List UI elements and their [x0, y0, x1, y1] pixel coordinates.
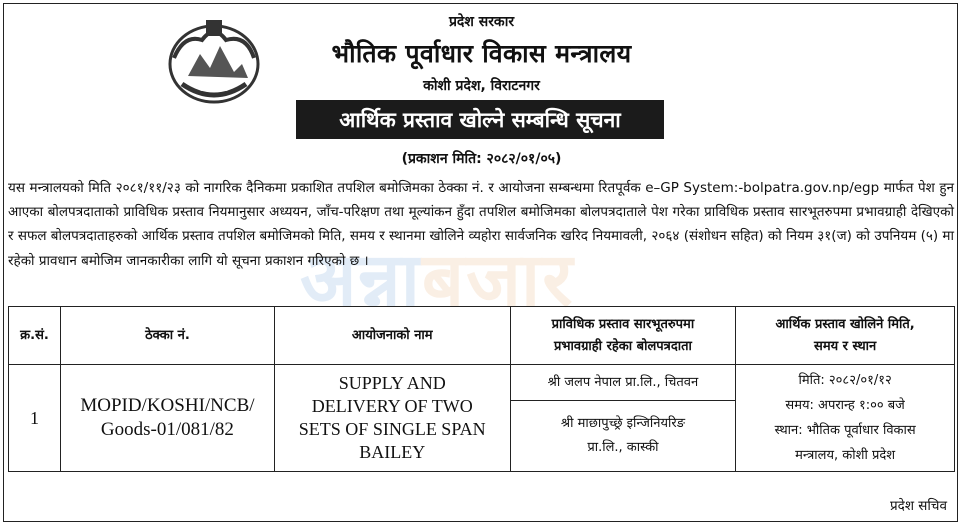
notice-title: आर्थिक प्रस्ताव खोल्ने सम्बन्धि सूचना [296, 100, 664, 139]
opening-place-line1: स्थान: भौतिक पूर्वाधार विकास [774, 423, 916, 438]
header-opening-line1: आर्थिक प्रस्ताव खोलिने मिति, [775, 316, 915, 332]
header-bidders-line1: प्राविधिक प्रस्ताव सारभूतरुपमा [551, 316, 695, 332]
project-line3: SETS OF SINGLE SPAN [298, 419, 486, 439]
publication-date: (प्रकाशन मिति: २०८२/०१/०५) [401, 151, 562, 167]
notice-paragraph: यस मन्त्रालयको मिति २०८१/११/२३ को नागरिक दैनिकमा प्रकाशित तपशिल बमोजिमका ठेक्का नं. र आयोजना सम्बन्धमा रितपूर्वक e–GP System:-bolpatra.gov.np/egp मार्फत पेश हुन आएका बोलपत्रदाताको प्राविधिक प्रस्ताव नियमानुसार अध्ययन, जाँच-परिक्षण तथा मूल्यांकन हुँदा तपशिल बमोजिमका बोलपत्रदाताले पेश गरेका प्राविधिक प्रस्ताव सारभूतरुपमा प्रभावग्राही देखिएको र सफल बोलपत्रदाताहरुको आर्थिक प्रस्ताव तपशिल बमोजिमको मिति, समय र स्थानमा खोलिने व्यहोरा सार्वजनिक खरिद नियमावली, २०६४ (संशोधन सहित) को नियम ३१(ज) को उपनियम (५) मा रहेको प्रावधान बमोजिम जानकारीका लागि यो सूचना प्रकाशन गरिएको छ । [8, 180, 954, 269]
cell-bidder-2 [510, 401, 736, 472]
bid-table [8, 306, 955, 472]
bidder2-line2: प्रा.लि., कास्की [587, 440, 659, 455]
opening-place-line2: मन्त्रालय, कोशी प्रदेश [795, 448, 896, 463]
contract-line1: MOPID/KOSHI/NCB/ [80, 395, 255, 416]
contract-line2: Goods-01/081/82 [100, 419, 234, 440]
opening-date: मिति: २०८२/०१/१२ [798, 373, 892, 388]
cell-project-name [274, 365, 510, 472]
header-opening [736, 307, 955, 365]
table-header-row [9, 307, 955, 365]
header-bidders-line2: प्रभावग्राही रहेका बोलपत्रदाता [553, 338, 692, 354]
header-project-name: आयोजनाको नाम [274, 307, 510, 365]
header-serial: क्र.सं. [9, 307, 61, 365]
bidder2-line1: श्री माछापुच्छ्रे इन्जिनियरिङ [560, 416, 685, 431]
cell-opening-details [736, 365, 955, 472]
opening-time: समय: अपरान्ह १:०० बजे [785, 398, 905, 413]
cell-serial: 1 [9, 365, 61, 472]
project-line4: BAILEY [359, 442, 426, 462]
header-bidders [510, 307, 736, 365]
watermark-part2: बजार [421, 237, 575, 323]
ministry-location: कोशी प्रदेश, विराटनगर [423, 78, 540, 94]
project-line1: SUPPLY AND [338, 373, 446, 393]
watermark-part1: अन्ना [300, 237, 422, 323]
government-label: प्रदेश सरकार [448, 14, 515, 30]
ministry-name: भौतिक पूर्वाधार विकास मन्त्रालय [331, 39, 632, 68]
header-opening-line2: समय र स्थान [814, 338, 877, 354]
cell-contract-no [60, 365, 274, 472]
table-row [9, 365, 955, 401]
project-line2: DELIVERY OF TWO [311, 396, 473, 416]
header-contract-no: ठेक्का नं. [60, 307, 274, 365]
cell-bidder-1: श्री जलप नेपाल प्रा.लि., चितवन [510, 365, 736, 401]
signature: प्रदेश सचिव [889, 498, 947, 514]
